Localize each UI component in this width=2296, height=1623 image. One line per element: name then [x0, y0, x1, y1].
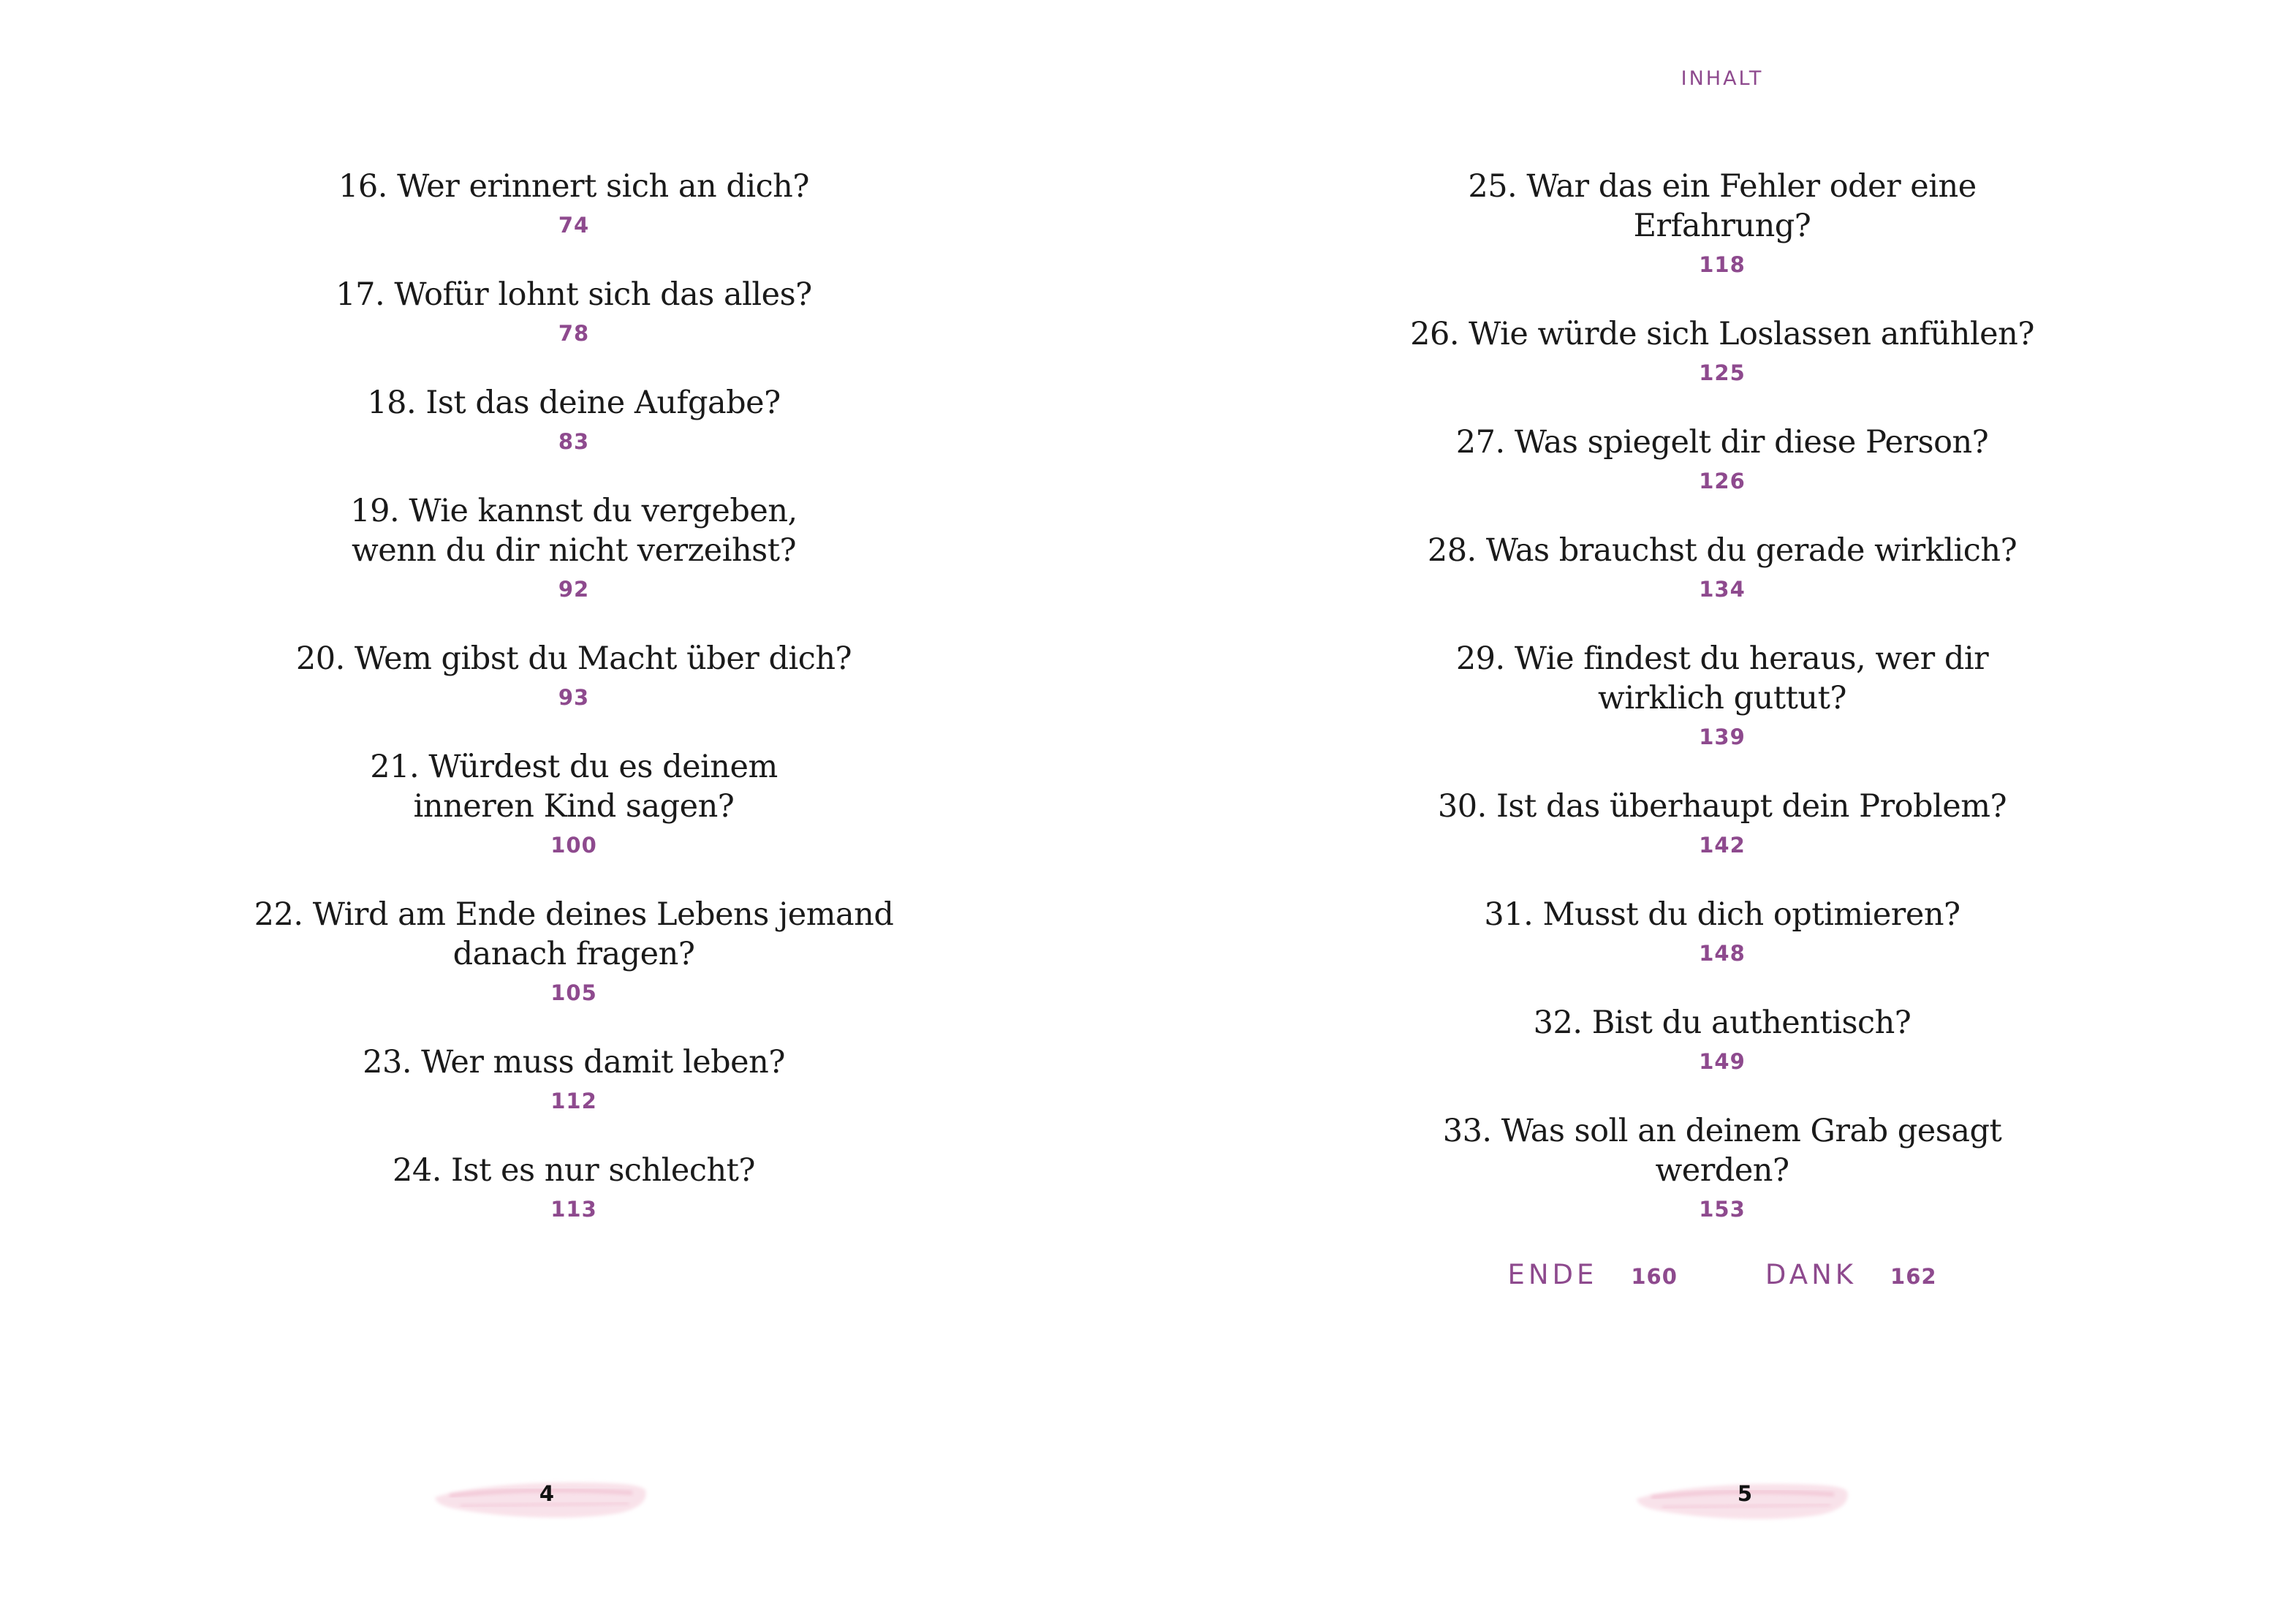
toc-extra-ende[interactable] — [1507, 1259, 1677, 1290]
toc-entry[interactable] — [245, 383, 903, 456]
toc-entry-title: 31. Musst du dich optimieren? — [1484, 896, 1960, 933]
page-folio-right — [1624, 1462, 1872, 1543]
toc-entry-title: 25. War das ein Fehler oder eine Erfahrung? — [1468, 168, 1977, 244]
right-page — [1148, 0, 2296, 1623]
toc-entry-title: 27. Was spiegelt dir diese Person? — [1455, 424, 1989, 461]
toc-entry[interactable] — [1393, 895, 2051, 968]
toc-list-left — [0, 167, 1148, 1259]
toc-entry-page-number: 112 — [550, 1089, 597, 1113]
page-number: 4 — [539, 1481, 554, 1506]
toc-entry[interactable] — [245, 895, 903, 1007]
toc-entry-page-number: 93 — [558, 685, 590, 710]
toc-entry-page-number: 78 — [558, 321, 590, 346]
toc-entry-page-number: 139 — [1699, 725, 1746, 749]
toc-extra-label: ENDE — [1507, 1259, 1598, 1290]
toc-extra-page-number: 160 — [1631, 1264, 1678, 1289]
toc-entry[interactable] — [245, 275, 903, 348]
toc-extras-row — [1148, 1259, 2296, 1290]
toc-entry-title: 24. Ist es nur schlecht? — [392, 1152, 755, 1189]
page-folio-left — [420, 1462, 669, 1543]
toc-entry-title: 33. Was soll an deinem Grab gesagt werden? — [1442, 1113, 2002, 1189]
toc-list-right — [1148, 167, 2296, 1290]
toc-entry[interactable] — [1393, 167, 2051, 279]
toc-entry-page-number: 105 — [550, 980, 597, 1005]
toc-entry-title: 18. Ist das deine Aufgabe? — [367, 385, 781, 421]
toc-entry-page-number: 83 — [558, 429, 590, 454]
toc-entry-page-number: 118 — [1699, 252, 1746, 277]
toc-entry-title: 17. Wofür lohnt sich das alles? — [336, 276, 812, 313]
toc-entry-title: 20. Wem gibst du Macht über dich? — [295, 640, 852, 677]
toc-entry[interactable] — [245, 1151, 903, 1224]
toc-entry[interactable] — [245, 491, 903, 604]
toc-entry-page-number: 113 — [550, 1197, 597, 1222]
toc-entry[interactable] — [245, 1043, 903, 1116]
toc-entry-title: 16. Wer erinnert sich an dich? — [338, 168, 809, 205]
toc-entry-title: 21. Würdest du es deinem inneren Kind sagen? — [370, 749, 778, 825]
toc-entry-title: 23. Wer muss damit leben? — [363, 1044, 785, 1081]
toc-entry[interactable] — [245, 747, 903, 860]
toc-entry[interactable] — [1393, 531, 2051, 604]
toc-entry-title: 22. Wird am Ende deines Lebens jemand danach fragen? — [254, 896, 894, 972]
toc-entry-page-number: 126 — [1699, 469, 1746, 493]
toc-entry-title: 28. Was brauchst du gerade wirklich? — [1427, 532, 2017, 569]
toc-entry-page-number: 92 — [558, 577, 590, 602]
toc-extra-page-number: 162 — [1890, 1264, 1937, 1289]
toc-entry-page-number: 134 — [1699, 577, 1746, 602]
toc-entry[interactable] — [1393, 423, 2051, 496]
toc-entry-page-number: 153 — [1699, 1197, 1746, 1222]
toc-entry-title: 29. Wie findest du heraus, wer dir wirklich guttut? — [1455, 640, 1989, 716]
toc-entry[interactable] — [1393, 787, 2051, 860]
toc-entry[interactable] — [1393, 1111, 2051, 1224]
toc-entry-title: 30. Ist das überhaupt dein Problem? — [1437, 788, 2007, 825]
toc-extra-label: DANK — [1765, 1259, 1857, 1290]
toc-entry-title: 19. Wie kannst du vergeben, wenn du dir nicht verzeihst? — [350, 493, 797, 569]
toc-entry[interactable] — [1393, 1003, 2051, 1076]
toc-entry[interactable] — [245, 167, 903, 240]
toc-entry[interactable] — [1393, 314, 2051, 387]
toc-entry-page-number: 148 — [1699, 941, 1746, 966]
toc-entry-title: 26. Wie würde sich Loslassen anfühlen? — [1410, 316, 2034, 352]
toc-entry-page-number: 142 — [1699, 833, 1746, 858]
toc-entry-page-number: 74 — [558, 213, 590, 238]
toc-entry[interactable] — [1393, 639, 2051, 752]
page-number: 5 — [1737, 1481, 1752, 1506]
toc-entry-page-number: 149 — [1699, 1049, 1746, 1074]
toc-entry[interactable] — [245, 639, 903, 712]
toc-entry-page-number: 125 — [1699, 360, 1746, 385]
running-header: INHALT — [1681, 67, 1764, 90]
toc-entry-page-number: 100 — [550, 833, 597, 858]
toc-extra-dank[interactable] — [1765, 1259, 1937, 1290]
toc-entry-title: 32. Bist du authentisch? — [1533, 1005, 1912, 1041]
